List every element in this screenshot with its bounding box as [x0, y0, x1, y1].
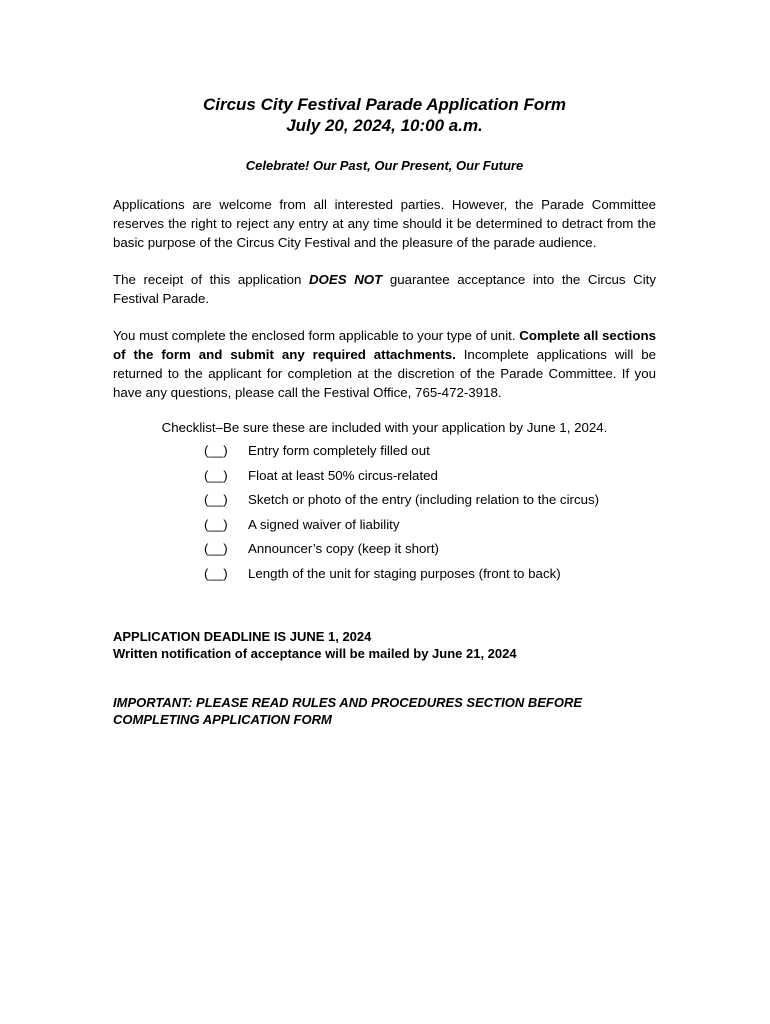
checklist-item-label: A signed waiver of liability — [248, 516, 400, 532]
tagline: Celebrate! Our Past, Our Present, Our Future — [245, 158, 524, 173]
checklist-item — [113, 566, 656, 591]
intro-paragraph-3 — [113, 326, 656, 402]
checklist-item — [113, 517, 656, 542]
checkbox-blank: (__) — [204, 541, 228, 556]
document-page — [113, 94, 656, 728]
notification-notice: Written notification of acceptance will be mailed by June 21, 2024 — [113, 646, 517, 661]
checklist-item — [113, 492, 656, 517]
checklist — [113, 443, 656, 590]
checklist-intro: Checklist–Be sure these are included with your application by June 1, 2024. — [161, 420, 608, 435]
paragraph-3-text-after: Incomplete applications will be returned to the applicant for completion at the discretion of the Parade Committee. If you have any questions, please call the Festival Office, 765-472-3918. — [113, 347, 656, 400]
checklist-item — [113, 443, 656, 468]
intro-paragraph-1: Applications are welcome from all interested parties. However, the Parade Committee reserves the right to reject any entry at any time should it be determined to detract from the basic purpose of the Circus City Festival and the pleasure of the parade audience. — [113, 197, 656, 250]
checklist-item-label: Float at least 50% circus-related — [248, 467, 438, 483]
checklist-item — [113, 541, 656, 566]
intro-paragraph-2 — [113, 270, 656, 308]
form-title — [113, 94, 656, 136]
checklist-item-label: Announcer’s copy (keep it short) — [248, 541, 439, 556]
checkbox-blank: (__) — [204, 443, 228, 458]
checkbox-blank: (__) — [204, 516, 228, 532]
paragraph-2-text-before: The receipt of this application — [113, 272, 309, 287]
checklist-item — [113, 468, 656, 493]
checkbox-blank: (__) — [204, 492, 228, 507]
application-deadline: APPLICATION DEADLINE IS JUNE 1, 2024 — [113, 629, 372, 644]
title-line: Circus City Festival Parade Application Form — [202, 95, 567, 114]
important-notice: IMPORTANT: PLEASE READ RULES AND PROCEDURES SECTION BEFORE COMPLETING APPLICATION FORM — [113, 695, 582, 727]
checklist-item-label: Entry form completely filled out — [248, 443, 430, 458]
complete-all-sections-emphasis: Complete all sections of the form and submit any required attachments. — [113, 328, 656, 362]
event-date: July 20, 2024, 10:00 a.m. — [286, 116, 483, 135]
paragraph-2-text-after: guarantee acceptance into the Circus City Festival Parade. — [113, 272, 656, 306]
checklist-item-label: Length of the unit for staging purposes (front to back) — [248, 565, 561, 581]
checkbox-blank: (__) — [204, 467, 228, 483]
checklist-item-label: Sketch or photo of the entry (including relation to the circus) — [248, 492, 600, 507]
checkbox-blank: (__) — [204, 565, 228, 581]
paragraph-3-text-before: You must complete the enclosed form applicable to your type of unit. — [113, 328, 520, 343]
does-not-emphasis: DOES NOT — [308, 272, 383, 287]
